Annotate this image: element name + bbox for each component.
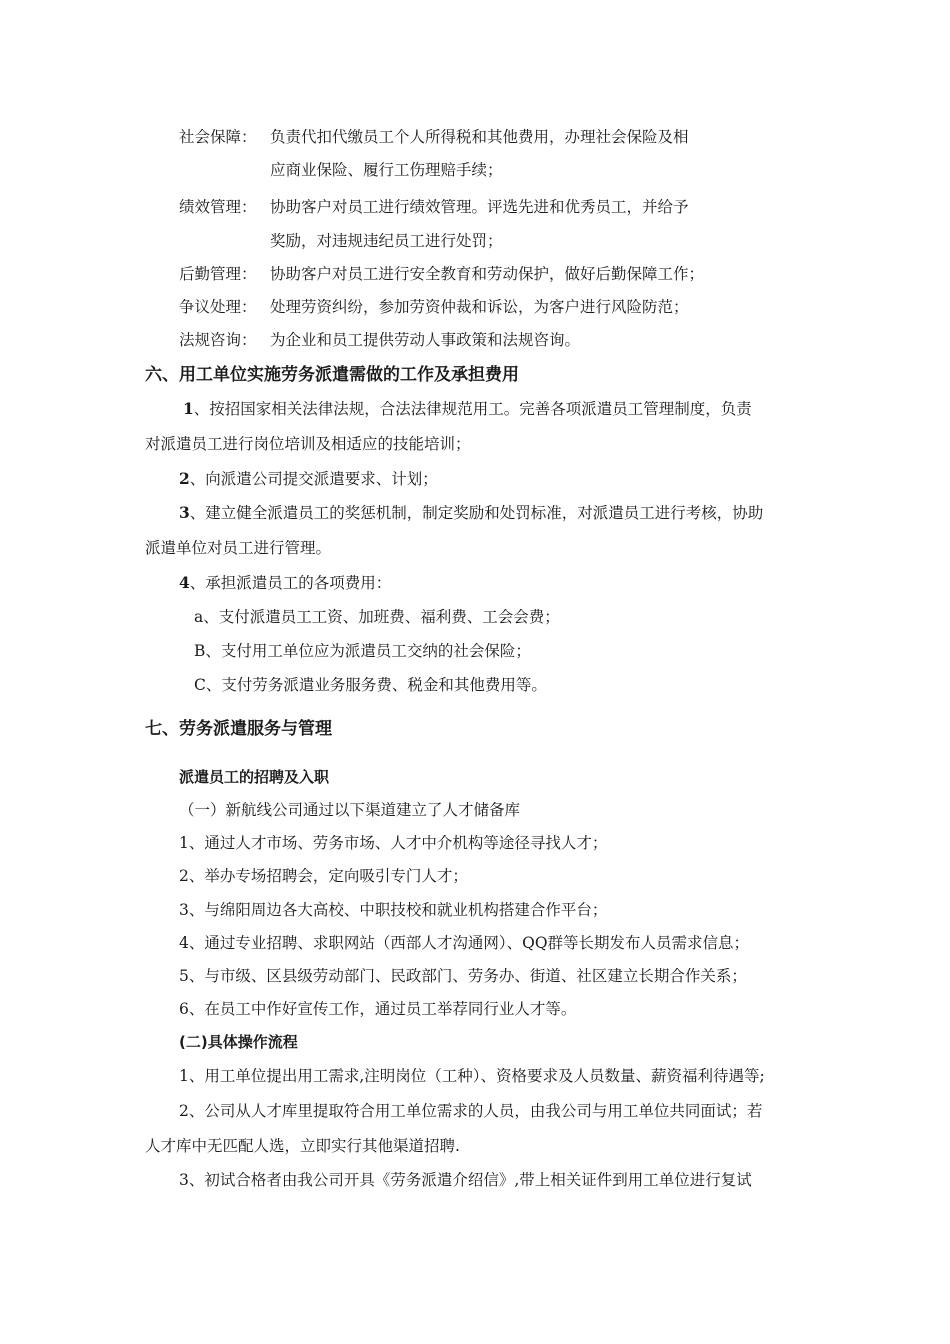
channel-item-5: 5、与市级、区县级劳动部门、民政部门、劳务办、街道、社区建立长期合作关系； [179,967,747,985]
section6-item3-line1 [179,503,763,523]
item-text: 、向派遣公司提交派遣要求、计划； [189,470,438,488]
service-text-performance-line1: 协助客户对员工进行绩效管理。评选先进和优秀员工，并给予 [270,198,689,216]
section7-subheading: 派遣员工的招聘及入职 [179,768,330,786]
item-text: 、按招国家相关法律法规，合法法律规范用工。完善各项派遣员工管理制度，负责 [193,400,752,418]
service-text-social-security-line1: 负责代扣代缴员工个人所得税和其他费用，办理社会保险及相 [270,128,689,146]
channel-item-2: 2、举办专场招聘会，定向吸引专门人才； [179,867,468,885]
process-step-2-line1: 2、公司从人才库里提取符合用工单位需求的人员，由我公司与用工单位共同面试；若 [179,1102,763,1120]
service-label-logistics: 后勤管理： [179,265,257,283]
process-step-1: 1、用工单位提出用工需求,注明岗位（工种）、资格要求及人员数量、薪资福利待遇等; [179,1067,765,1085]
service-text-logistics: 协助客户对员工进行安全教育和劳动保护，做好后勤保障工作； [270,265,705,283]
service-text-performance-line2: 奖励，对违规违纪员工进行处罚； [270,232,503,250]
section6-heading: 六、用工单位实施劳务派遣需做的工作及承担费用 [145,365,519,385]
process-step-2-line2: 人才库中无匹配人选，立即实行其他渠道招聘. [145,1137,460,1155]
service-text-disputes: 处理劳资纠纷，参加劳资仲裁和诉讼，为客户进行风险防范； [270,298,689,316]
service-label-legal-consulting: 法规咨询： [179,331,257,349]
service-label-disputes: 争议处理： [179,298,257,316]
channel-item-3: 3、与绵阳周边各大高校、中职技校和就业机构搭建合作平台； [179,901,608,919]
item-number: 3 [179,503,190,522]
item-text: 、建立健全派遣员工的奖惩机制，制定奖励和处罚标准，对派遣员工进行考核，协助 [189,504,764,522]
item-text: 、承担派遣员工的各项费用： [189,574,392,592]
item-number: 1 [183,399,194,418]
channel-item-4: 4、通过专业招聘、求职网站（西部人才沟通网）、QQ群等长期发布人员需求信息； [179,934,750,952]
channel-item-6: 6、在员工中作好宣传工作，通过员工举荐同行业人才等。 [179,1000,577,1018]
section6-subitem-a: a、支付派遣员工工资、加班费、福利费、工会会费； [194,608,560,626]
item-number: 4 [179,573,190,592]
section6-subitem-b: B、支付用工单位应为派遣员工交纳的社会保险； [194,642,531,660]
section6-subitem-c: C、支付劳务派遣业务服务费、税金和其他费用等。 [194,676,547,694]
section6-item1-line2: 对派遣员工进行岗位培训及相适应的技能培训； [145,435,471,453]
section7-part1-title: （一）新航线公司通过以下渠道建立了人才储备库 [179,801,521,819]
section7-heading: 七、劳务派遣服务与管理 [145,719,332,739]
section6-item4 [179,573,391,593]
section7-part2-title: (二)具体操作流程 [179,1033,298,1051]
process-step-3: 3、初试合格者由我公司开具《劳务派遣介绍信》,带上相关证件到用工单位进行复试 [179,1171,752,1189]
service-text-social-security-line2: 应商业保险、履行工伤理赔手续； [270,161,503,179]
section6-item2 [179,469,438,489]
item-number: 2 [179,469,190,488]
channel-item-1: 1、通过人才市场、劳务市场、人才中介机构等途径寻找人才； [179,834,608,852]
section6-item1-line1 [183,399,752,419]
service-text-legal-consulting: 为企业和员工提供劳动人事政策和法规咨询。 [270,331,581,349]
service-label-performance: 绩效管理： [179,198,257,216]
service-label-social-security: 社会保障： [179,128,257,146]
section6-item3-line2: 派遣单位对员工进行管理。 [145,539,332,557]
